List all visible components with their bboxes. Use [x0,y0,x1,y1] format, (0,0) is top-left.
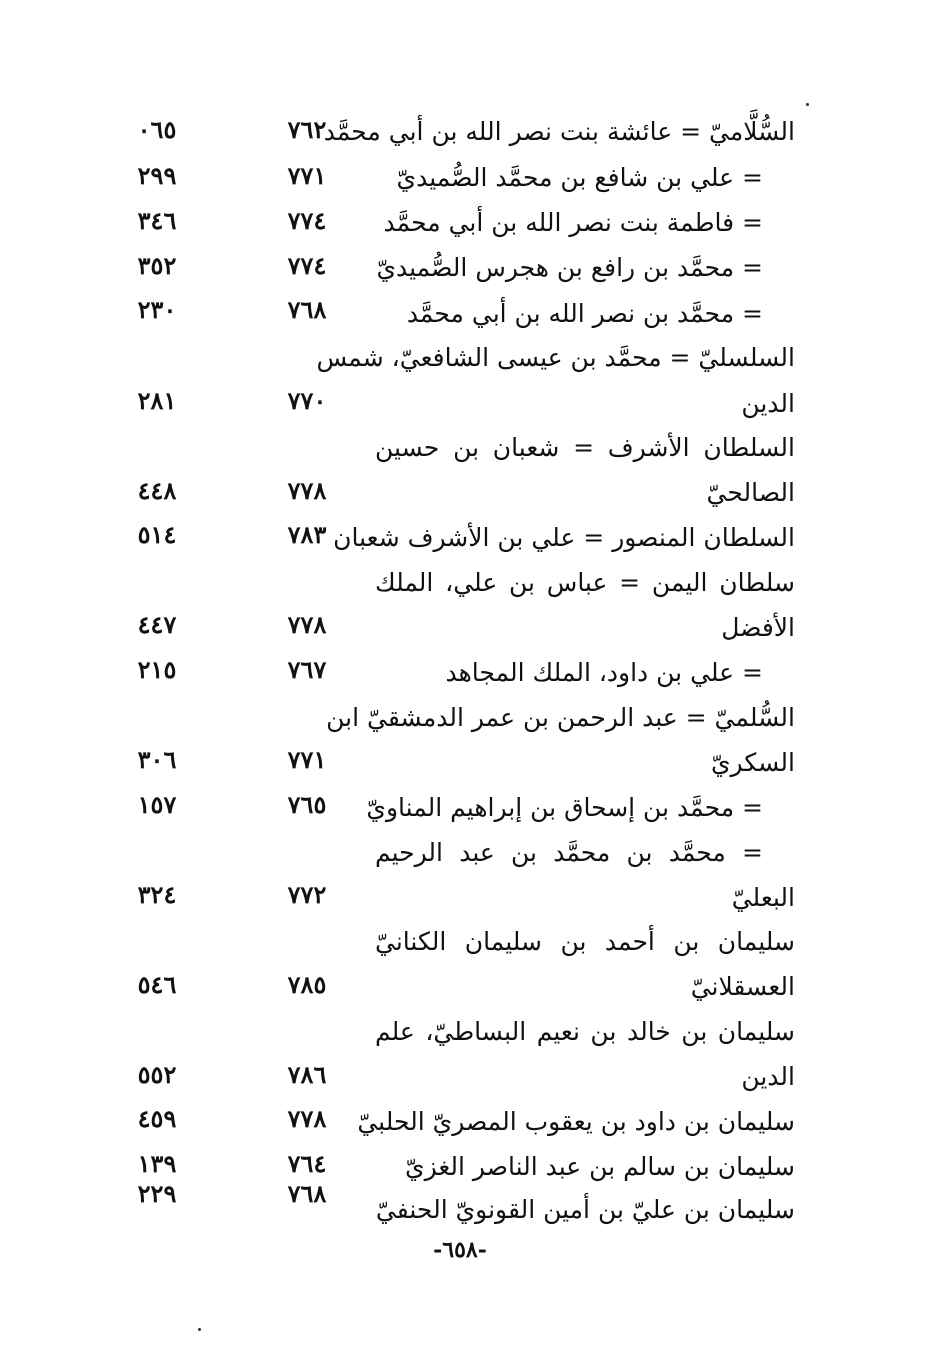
entry-name-continued: الأفضل [721,613,795,642]
entry-year: ٧٧٤ [287,206,327,235]
entry-year: ٧٧١ [287,745,327,774]
entry-name: السلطان المنصور = علي بن الأشرف شعبان [333,523,795,552]
entry-name: السلطان الأشرف = شعبان بن حسين [375,433,795,462]
page-number: -٦٥٨- [433,1237,487,1263]
entry-number: ١٣٩ [137,1149,177,1178]
entry-number: ٢٣٠ [137,295,177,324]
entry-name: السلسليّ = محمَّد بن عيسى الشافعيّ، شمس [316,343,795,372]
entry-name: السُّلَّاميّ = عائشة بنت نصر الله بن أبي محمَّد [323,117,795,146]
entry-name: = علي بن شافع بن محمَّد الصُّميديّ [396,163,763,192]
entry-year: ٧٧١ [287,161,327,190]
entry-name: السُّلميّ = عبد الرحمن بن عمر الدمشقيّ ابن [326,703,795,732]
scan-speck [198,1328,201,1331]
entry-name-continued: الدين [741,1062,795,1091]
entry-name-continued: الصالحيّ [706,478,795,507]
entry-number: ٣٥٢ [137,251,177,280]
entry-name: سليمان بن أحمد بن سليمان الكنانيّ [375,927,795,956]
entry-year: ٧٨٦ [287,1060,327,1089]
entry-year: ٧٧٨ [287,1104,327,1133]
entry-number: ٢١٥ [137,655,177,684]
entry-name-continued: الدين [741,389,795,418]
entry-year: ٧٧٢ [287,880,327,909]
scan-speck [806,103,809,106]
entry-name-continued: العسقلانيّ [690,972,795,1001]
entry-name: = علي بن داود، الملك المجاهد [445,658,763,687]
entry-name: = محمَّد بن محمَّد بن عبد الرحيم [375,838,763,867]
entry-name: سلطان اليمن = عباس بن علي، الملك [375,568,795,597]
entry-number: ٥١٤ [137,520,177,549]
entry-year: ٧٧٨ [287,610,327,639]
entry-number: ٣٠٦ [137,745,177,774]
entry-number: ٠٦٥ [137,115,177,144]
entry-name: سليمان بن خالد بن نعيم البساطيّ، علم [375,1017,795,1046]
entry-number: ٣٤٦ [137,206,177,235]
entry-year: ٧٧٨ [287,476,327,505]
entry-year: ٧٦٧ [287,655,327,684]
entry-name: = فاطمة بنت نصر الله بن أبي محمَّد [383,208,763,237]
entry-number: ٢٩٩ [137,161,177,190]
entry-year: ٧٦٢ [287,115,327,144]
entry-number: ٤٤٧ [137,610,177,639]
entry-name: = محمَّد بن إسحاق بن إبراهيم المناويّ [366,793,763,822]
entry-year: ٧٨٥ [287,970,327,999]
entry-year: ٧٦٨ [287,295,327,324]
entry-number: ٥٥٢ [137,1060,177,1089]
entry-name: = محمَّد بن رافع بن هجرس الصُّميديّ [376,253,763,282]
entry-name: سليمان بن داود بن يعقوب المصريّ الحلبيّ [357,1107,795,1136]
entry-number: ٥٤٦ [137,970,177,999]
entry-year: ٧٦٥ [287,790,327,819]
entry-year: ٧٦٤ [287,1149,327,1178]
entry-number: ١٥٧ [137,790,177,819]
entry-number: ٤٤٨ [137,476,177,505]
entry-number: ٤٥٩ [137,1104,177,1133]
entry-number: ٣٢٤ [137,880,177,909]
entry-number: ٢٨١ [137,386,177,415]
entry-name-continued: البعليّ [731,883,795,912]
entry-year: ٧٨٣ [287,520,327,549]
entry-name: = محمَّد بن نصر الله بن أبي محمَّد [406,299,763,328]
entry-number: ٢٢٩ [137,1179,177,1208]
entry-year: ٧٧٤ [287,251,327,280]
entry-name: سليمان بن سالم بن عبد الناصر الغزيّ [405,1152,795,1181]
entry-year: ٧٦٨ [287,1179,327,1208]
entry-name: سليمان بن عليّ بن أمين القونويّ الحنفيّ [375,1195,795,1224]
entry-year: ٧٧٠ [287,386,327,415]
entry-name-continued: السكريّ [710,748,795,777]
